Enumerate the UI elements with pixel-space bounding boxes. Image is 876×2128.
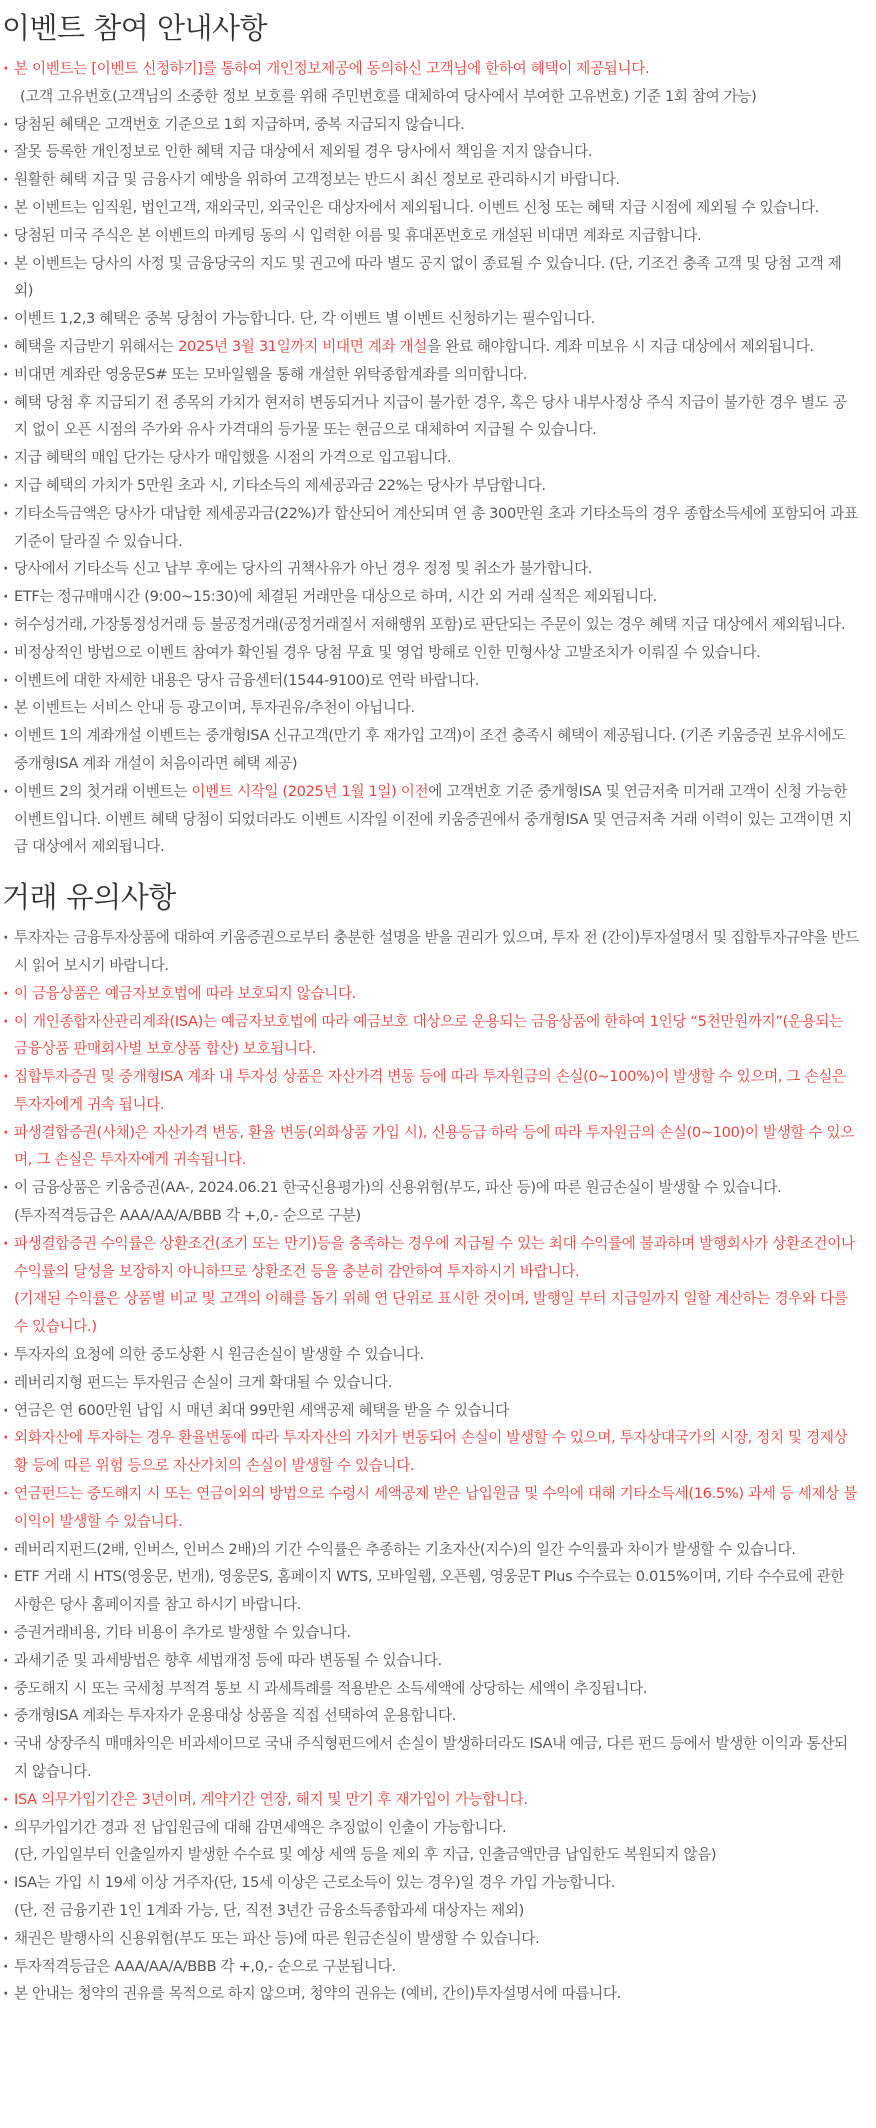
event-notice-list — [2, 55, 876, 861]
notice-item: · 투자자는 금융투자상품에 대하여 키움증권으로부터 충분한 설명을 받을 권리가 있으며, 투자 전 (간이)투자설명서 및 집합투자규약을 반드시 읽어 보시기 바랍니다. — [2, 924, 860, 980]
notice-item: · 증권거래비용, 기타 비용이 추가로 발생할 수 있습니다. — [2, 1619, 860, 1647]
trading-notice-title: 거래 유의사항 — [2, 880, 176, 915]
notice-item: · 본 이벤트는 [이벤트 신청하기]를 통하여 개인정보제공에 동의하신 고객님에 한하여 혜택이 제공됩니다. — [2, 55, 860, 83]
notice-item: · 투자적격등급은 AAA/AA/A/BBB 각 +,0,- 순으로 구분됩니다. — [2, 1953, 860, 1981]
notice-item — [2, 778, 860, 861]
notice-item: · 원활한 혜택 지급 및 금융사기 예방을 위하여 고객정보는 반드시 최신 정보로 관리하시기 바랍니다. — [2, 166, 860, 194]
notice-item: · 파생결합증권(사채)은 자산가격 변동, 환율 변동(외화상품 가입 시), 신용등급 하락 등에 따라 투자원금의 손실(0~100)이 발생할 수 있으며, 그 손실은 투자자에게 귀속됩니다. — [2, 1119, 860, 1175]
notice-item: · ISA 의무가입기간은 3년이며, 계약기간 연장, 해지 및 만기 후 재가입이 가능합니다. — [2, 1786, 860, 1814]
notice-item: · 기타소득금액은 당사가 대납한 제세공과금(22%)가 합산되어 계산되며 연 총 300만원 초과 기타소득의 경우 종합소득세에 포함되어 과표기준이 달라질 수 있습니다. — [2, 500, 860, 556]
highlighted-text: 2025년 3월 31일까지 비대면 계좌 개설 — [178, 337, 428, 355]
notice-item: · 과세기준 및 과세방법은 향후 세법개정 등에 따라 변동될 수 있습니다. — [2, 1647, 860, 1675]
notice-item: · 이벤트 1의 계좌개설 이벤트는 중개형ISA 신규고객(만기 후 재가입 고객)이 조건 충족시 혜택이 제공됩니다. (기존 키움증권 보유시에도 중개형ISA 계좌 개설이 처음이라면 혜택 제공) — [2, 722, 860, 778]
notice-item: · 본 이벤트는 임직원, 법인고객, 재외국민, 외국인은 대상자에서 제외됩니다. 이벤트 신청 또는 혜택 지급 시점에 제외될 수 있습니다. — [2, 194, 860, 222]
notice-item: · ISA는 가입 시 19세 이상 거주자(단, 15세 이상은 근로소득이 있는 경우)일 경우 가입 가능합니다. — [2, 1869, 860, 1897]
notice-item: · 혜택 당첨 후 지급되기 전 종목의 가치가 현저히 변동되거나 지급이 불가한 경우, 혹은 당사 내부사정상 주식 지급이 불가한 경우 별도 공지 없이 오픈 시점의 주가와 유사 가격대의 등가물 또는 현금으로 대체하여 지급될 수 있습니다. — [2, 389, 860, 445]
notice-text: 에 고객번호 기준 중개형ISA 및 연금저축 미거래 고객이 신청 가능한 이벤트입니다. 이벤트 혜택 당첨이 되었더라도 이벤트 시작일 이전에 키움증권에서 중개형ISA 및 연금저축 거래 이력이 있는 고객이면 지급 대상에서 제외됩니다. — [14, 782, 853, 856]
notice-item: (기재된 수익률은 상품별 비교 및 고객의 이해를 돕기 위해 연 단위로 표시한 것이며, 발행일 부터 지급일까지 일할 계산하는 경우와 다를 수 있습니다.) — [14, 1290, 848, 1336]
highlighted-text: 이벤트 시작일 (2025년 1월 1일) 이전 — [191, 782, 429, 800]
notice-item: · 당첨된 미국 주식은 본 이벤트의 마케팅 동의 시 입력한 이름 및 휴대폰번호로 개설된 비대면 계좌로 지급합니다. — [2, 222, 860, 250]
notice-text: 을 완료 해야합니다. 계좌 미보유 시 지급 대상에서 제외됩니다. — [427, 337, 814, 355]
notice-item: · 이 금융상품은 키움증권(AA-, 2024.06.21 한국신용평가)의 신용위험(부도, 파산 등)에 따른 원금손실이 발생할 수 있습니다. — [2, 1174, 860, 1202]
notice-item: · 채권은 발행사의 신용위험(부도 또는 파산 등)에 따른 원금손실이 발생할 수 있습니다. — [2, 1925, 860, 1953]
notice-item: · 지급 혜택의 매입 단가는 당사가 매입했을 시점의 가격으로 입고됩니다. — [2, 444, 860, 472]
notice-item: · 중도해지 시 또는 국세청 부적격 통보 시 과세특례를 적용받은 소득세액에 상당하는 세액이 추징됩니다. — [2, 1675, 860, 1703]
notice-item: · 잘못 등록한 개인정보로 인한 혜택 지급 대상에서 제외될 경우 당사에서 책임을 지지 않습니다. — [2, 138, 860, 166]
notice-item: · 투자자의 요청에 의한 중도상환 시 원금손실이 발생할 수 있습니다. — [2, 1341, 860, 1369]
notice-item: · 지급 혜택의 가치가 5만원 초과 시, 기타소득의 제세공과금 22%는 당사가 부담합니다. — [2, 472, 860, 500]
notice-item: (고객 고유번호(고객님의 소중한 정보 보호를 위해 주민번호를 대체하여 당사에서 부여한 고유번호) 기준 1회 참여 가능) — [20, 87, 757, 105]
notice-item: · 본 이벤트는 서비스 안내 등 광고이며, 투자권유/추천이 아닙니다. — [2, 694, 860, 722]
notice-item: (투자적격등급은 AAA/AA/A/BBB 각 +,0,- 순으로 구분) — [14, 1207, 361, 1225]
notice-item: · 허수성거래, 가장통정성거래 등 불공정거래(공정거래질서 저해행위 포함)로 판단되는 주문이 있는 경우 혜택 지급 대상에서 제외됩니다. — [2, 611, 860, 639]
notice-item: · 당첨된 혜택은 고객번호 기준으로 1회 지급하며, 중복 지급되지 않습니다. — [2, 111, 860, 139]
event-notice-title: 이벤트 참여 안내사항 — [2, 11, 268, 45]
notice-item: (단, 가입일부터 인출일까지 발생한 수수료 및 예상 세액 등을 제외 후 지급, 인출금액만큼 납입한도 복원되지 않음) — [14, 1846, 717, 1864]
notice-item: · 비정상적인 방법으로 이벤트 참여가 확인될 경우 당첨 무효 및 영업 방해로 인한 민형사상 고발조치가 이뤄질 수 있습니다. — [2, 639, 860, 667]
notice-item: · 이 개인종합자산관리계좌(ISA)는 예금자보호법에 따라 예금보호 대상으로 운용되는 금융상품에 한하여 1인당 “5천만원까지”(운용되는 금융상품 판매회사별 보호상품 합산) 보호됩니다. — [2, 1008, 860, 1064]
notice-item: · 당사에서 기타소득 신고 납부 후에는 당사의 귀책사유가 아닌 경우 정정 및 취소가 불가합니다. — [2, 555, 860, 583]
notice-item: · 연금은 연 600만원 납입 시 매년 최대 99만원 세액공제 혜택을 받을 수 있습니다 — [2, 1397, 860, 1425]
notice-text: 이벤트 2의 첫거래 이벤트는 — [14, 782, 192, 800]
notice-item: · 국내 상장주식 매매차익은 비과세이므로 국내 주식형펀드에서 손실이 발생하더라도 ISA내 예금, 다른 펀드 등에서 발생한 이익과 통산되지 않습니다. — [2, 1730, 860, 1786]
notice-item: · 레버리지펀드(2배, 인버스, 인버스 2배)의 기간 수익률은 추종하는 기초자산(지수)의 일간 수익률과 차이가 발생할 수 있습니다. — [2, 1536, 860, 1564]
notice-item: · 본 안내는 청약의 권유를 목적으로 하지 않으며, 청약의 권유는 (예비, 간이)투자설명서에 따릅니다. — [2, 1980, 860, 2008]
notice-item: · 이벤트에 대한 자세한 내용은 당사 금융센터(1544-9100)로 연락 바랍니다. — [2, 667, 860, 695]
notice-item: (단, 전 금융기관 1인 1계좌 가능, 단, 직전 3년간 금융소득종합과세 대상자는 제외) — [14, 1902, 524, 1919]
notice-item — [2, 333, 860, 361]
notice-item: · 연금펀드는 중도해지 시 또는 연금이외의 방법으로 수령시 세액공제 받은 납입원금 및 수익에 대해 기타소득세(16.5%) 과세 등 세제상 불이익이 발생할 수 있습니다. — [2, 1480, 860, 1536]
notice-item: · 의무가입기간 경과 전 납입원금에 대해 감면세액은 추징없이 인출이 가능합니다. — [2, 1814, 860, 1842]
notice-item: · 이 금융상품은 예금자보호법에 따라 보호되지 않습니다. — [2, 980, 860, 1008]
notice-item: · 본 이벤트는 당사의 사정 및 금융당국의 지도 및 권고에 따라 별도 공지 없이 종료될 수 있습니다. (단, 기조건 충족 고객 및 당첨 고객 제외) — [2, 250, 860, 306]
notice-item: · 이벤트 1,2,3 혜택은 중복 당첨이 가능합니다. 단, 각 이벤트 별 이벤트 신청하기는 필수입니다. — [2, 305, 860, 333]
notice-text: 혜택을 지급받기 위해서는 — [14, 337, 179, 355]
notice-item: · 외화자산에 투자하는 경우 환율변동에 따라 투자자산의 가치가 변동되어 손실이 발생할 수 있으며, 투자상대국가의 시장, 정치 및 경제상황 등에 따른 위험 등으로 자산가치의 손실이 발생할 수 있습니다. — [2, 1424, 860, 1480]
notice-item: · ETF는 정규매매시간 (9:00~15:30)에 체결된 거래만을 대상으로 하며, 시간 외 거래 실적은 제외됩니다. — [2, 583, 860, 611]
notice-item: · 중개형ISA 계좌는 투자자가 운용대상 상품을 직접 선택하여 운용합니다. — [2, 1702, 860, 1730]
notice-item: · 파생결합증권 수익률은 상환조건(조기 또는 만기)등을 충족하는 경우에 지급될 수 있는 최대 수익률에 불과하며 발행회사가 상환조건이나 수익률의 달성을 보장하지 아니하므로 상환조건 등을 충분히 감안하여 투자하시기 바랍니다. — [2, 1230, 860, 1286]
notice-item: · 비대면 계좌란 영웅문S# 또는 모바일웹을 통해 개설한 위탁종합계좌를 의미합니다. — [2, 361, 860, 389]
trading-notice-list — [2, 924, 876, 2008]
notice-item: · ETF 거래 시 HTS(영웅문, 번개), 영웅문S, 홈페이지 WTS, 모바일웹, 오픈웹, 영웅문T Plus 수수료는 0.015%이며, 기타 수수료에 관한 사항은 당사 홈페이지를 참고 하시기 바랍니다. — [2, 1563, 860, 1619]
notice-item: · 레버리지형 펀드는 투자원금 손실이 크게 확대될 수 있습니다. — [2, 1369, 860, 1397]
notice-item: · 집합투자증권 및 중개형ISA 계좌 내 투자성 상품은 자산가격 변동 등에 따라 투자원금의 손실(0~100%)이 발생할 수 있으며, 그 손실은 투자자에게 귀속 됩니다. — [2, 1063, 860, 1119]
